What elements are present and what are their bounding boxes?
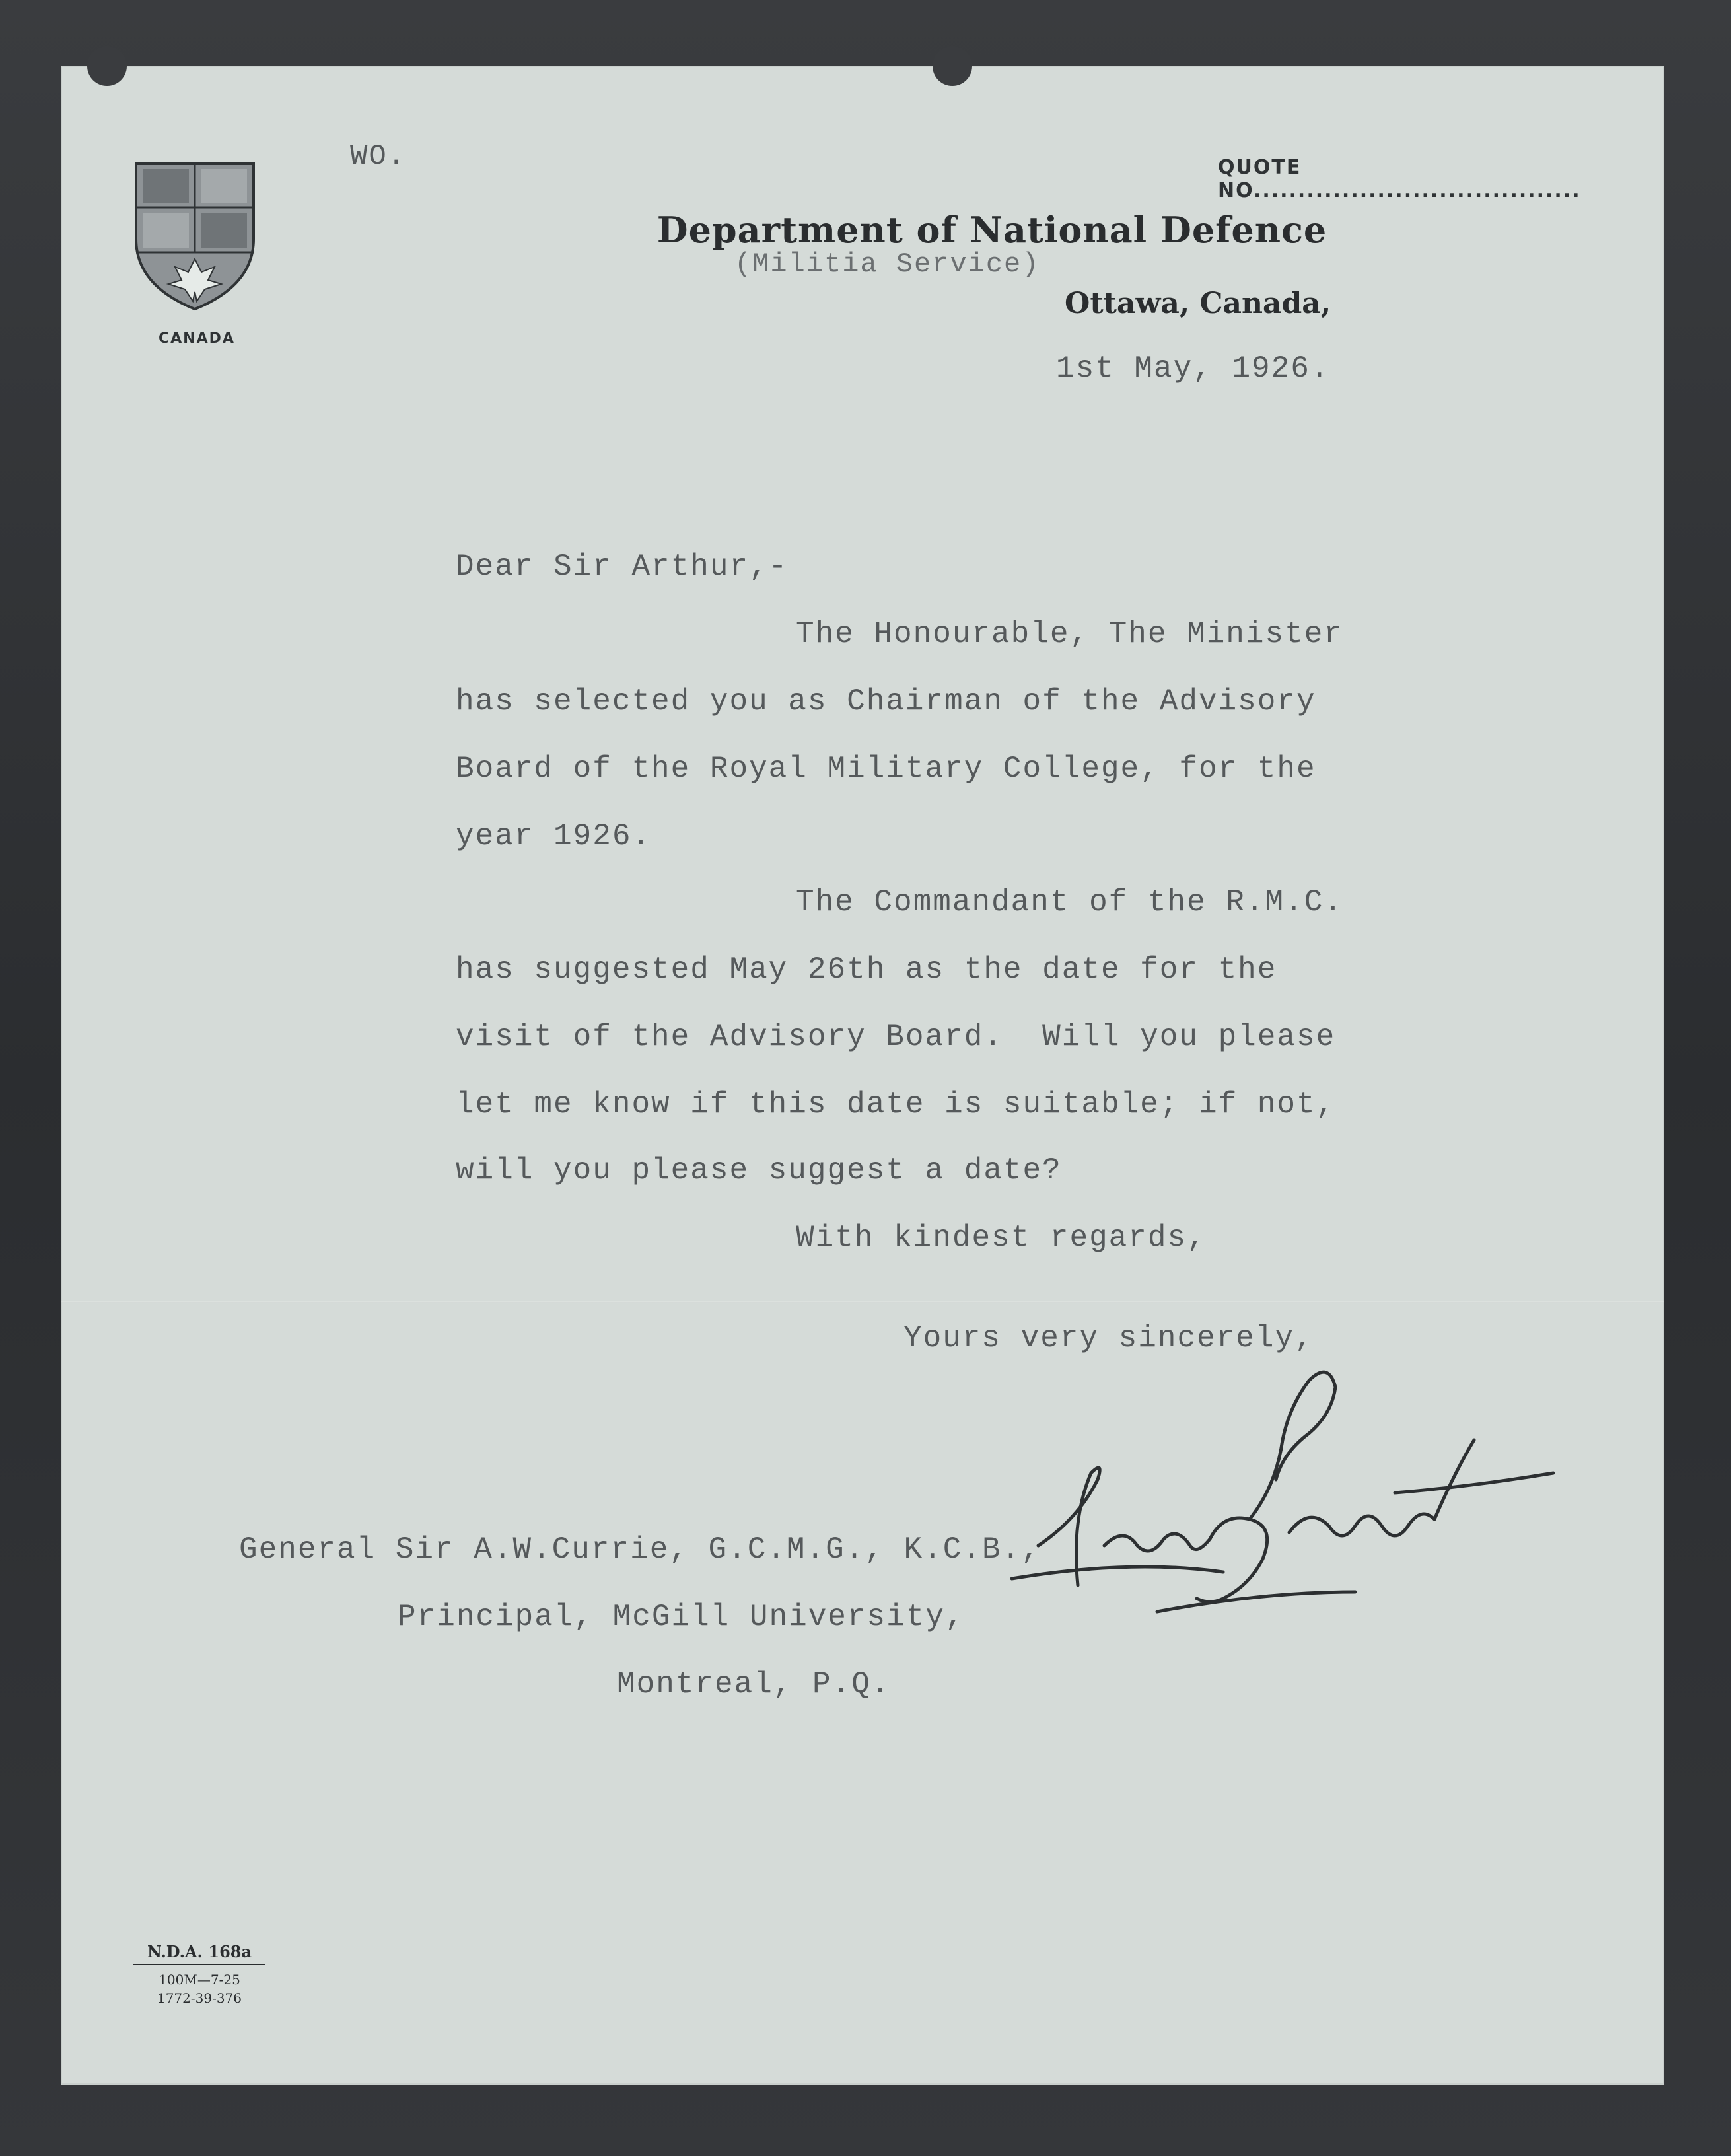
closing-sincerely: Yours very sincerely, — [903, 1321, 1314, 1355]
quote-number-label: QUOTE NO..................................... — [1218, 156, 1581, 202]
form-number: N.D.A. 168a — [133, 1942, 265, 1965]
canada-coat-of-arms-icon — [132, 160, 258, 312]
recipient-title: Principal, McGill University, — [398, 1600, 965, 1634]
reference-code: WO. — [350, 140, 407, 173]
body-line: has suggested May 26th as the date for the — [456, 952, 1277, 987]
body-line: will you please suggest a date? — [456, 1153, 1062, 1188]
department-subtitle: (Militia Service) — [734, 248, 1040, 280]
body-line: year 1926. — [456, 819, 652, 853]
department-title: Department of National Defence — [656, 209, 1327, 251]
salutation: Dear Sir Arthur,- — [456, 550, 789, 584]
letter-page — [61, 66, 1664, 2085]
body-line: The Commandant of the R.M.C. — [796, 885, 1343, 919]
paper-fold — [61, 1301, 1664, 1303]
letter-date: 1st May, 1926. — [1056, 351, 1330, 386]
print-run: 100M—7-25 — [159, 1972, 240, 1988]
body-line: visit of the Advisory Board. Will you please — [456, 1020, 1336, 1054]
letter-location: Ottawa, Canada, — [1065, 287, 1331, 320]
form-code — [133, 1942, 265, 2006]
binder-hole — [933, 46, 972, 86]
handwritten-signature — [999, 1308, 1567, 1618]
crest-label: CANADA — [159, 330, 235, 347]
body-line: Board of the Royal Military College, for the — [456, 752, 1316, 786]
body-line: The Honourable, The Minister — [796, 617, 1343, 651]
recipient-city: Montreal, P.Q. — [617, 1667, 891, 1702]
closing-regards: With kindest regards, — [796, 1221, 1207, 1255]
print-code: 1772-39-376 — [157, 1990, 242, 2006]
body-line: let me know if this date is suitable; if not, — [456, 1087, 1336, 1122]
body-line: has selected you as Chairman of the Advisory — [456, 684, 1316, 719]
recipient-name: General Sir A.W.Currie, G.C.M.G., K.C.B., — [239, 1532, 1041, 1567]
binder-hole — [87, 46, 127, 86]
